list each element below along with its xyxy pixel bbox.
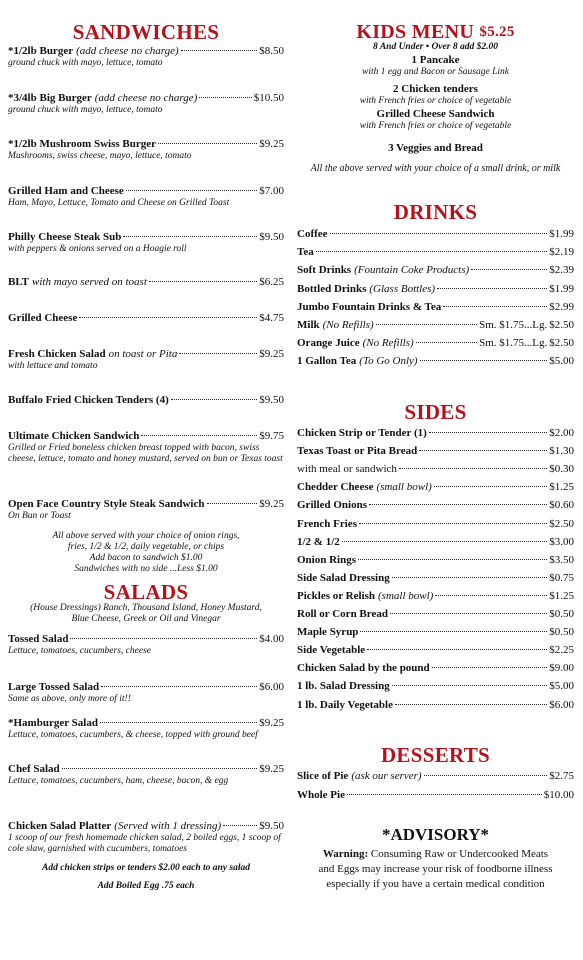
menu-item-row: [8, 394, 284, 407]
item-price: $9.00: [549, 662, 574, 675]
menu-item-row: [8, 430, 284, 443]
menu-item: [297, 608, 574, 621]
item-price: $5.00: [549, 680, 574, 693]
menu-item: [297, 246, 574, 259]
dot-leader: [420, 360, 548, 361]
item-name: *1/2lb Burger: [8, 45, 74, 57]
dot-leader: [432, 667, 548, 668]
menu-item: [8, 633, 284, 657]
item-note: with mayo served on toast: [32, 276, 147, 288]
item-price: $9.25: [259, 138, 284, 150]
item-name: Chicken Salad Platter: [8, 820, 112, 832]
menu-item-row: [297, 427, 574, 440]
item-price: $4.00: [259, 633, 284, 645]
sides-heading: SIDES: [404, 400, 467, 424]
menu-item: [297, 228, 574, 241]
item-description: ground chuck with mayo, lettuce, tomato: [8, 58, 163, 68]
item-description: with lettuce and tomato: [8, 361, 98, 371]
menu-item-row: [297, 662, 574, 675]
item-price: $6.25: [259, 276, 284, 288]
menu-item: [297, 355, 574, 368]
menu-item: [297, 283, 574, 296]
dot-leader: [126, 190, 257, 191]
item-name: Maple Syrup: [297, 626, 359, 639]
item-name: Roll or Corn Bread: [297, 608, 388, 620]
menu-item-row: [297, 789, 574, 802]
item-price: $0.50: [549, 626, 574, 639]
dot-leader: [367, 649, 547, 650]
kids-option: [297, 54, 574, 78]
menu-item-row: [297, 337, 574, 350]
item-name: Chicken Salad by the pound: [297, 662, 430, 675]
menu-item-row: [297, 626, 574, 639]
item-name: *3/4lb Big Burger: [8, 92, 92, 104]
dot-leader: [399, 468, 547, 469]
item-size-price: Sm. $1.75...Lg.: [479, 319, 548, 331]
item-description: Grilled or Fried boneless chicken breast topped with bacon, swiss cheese, lettuce, tomato and honey mustard, served on bun or Texas toast: [8, 443, 283, 464]
item-price: $1.99: [549, 228, 574, 240]
menu-item-row: [8, 231, 284, 244]
item-name: Coffee: [297, 228, 328, 240]
menu-item-row: [8, 717, 284, 730]
dot-leader: [437, 288, 547, 289]
dot-leader: [199, 97, 251, 98]
item-name: Buffalo Fried Chicken Tenders (4): [8, 394, 169, 406]
item-price: $10.00: [543, 789, 574, 801]
menu-item-row: [297, 445, 574, 458]
dressings-line: (House Dressings) Ranch, Thousand Island, Honey Mustard,: [30, 603, 262, 613]
dot-leader: [359, 523, 547, 524]
menu-item: [8, 231, 284, 255]
item-price: $1.25: [549, 589, 574, 602]
item-price: $2.50: [549, 337, 574, 350]
item-price: $1.25: [549, 481, 574, 494]
item-name: Grilled Cheese: [8, 312, 78, 324]
item-price: $9.50: [259, 231, 284, 243]
item-description: with peppers & onions served on a Hoagie roll: [8, 244, 187, 254]
dot-leader: [100, 722, 257, 723]
item-price: $3.50: [549, 553, 574, 566]
sandwiches-footer-line: Sandwiches with no side ...Less $1.00: [74, 564, 218, 574]
dot-leader: [369, 504, 547, 505]
item-description: ground chuck with mayo, lettuce, tomato: [8, 105, 163, 115]
item-name: *1/2lb Mushroom Swiss Burger: [8, 138, 157, 150]
item-name: Philly Cheese Steak Sub: [8, 231, 122, 243]
item-name: Jumbo Fountain Drinks & Tea: [297, 300, 442, 313]
dot-leader: [123, 236, 257, 237]
menu-item-row: [8, 276, 284, 289]
sandwiches-footer-line: fries, 1/2 & 1/2, daily vegetable, or chips: [67, 542, 225, 552]
menu-item: [297, 590, 574, 603]
dot-leader: [376, 324, 477, 325]
salads-heading: SALADS: [103, 580, 189, 604]
item-name: Side Salad Dressing: [297, 571, 390, 584]
menu-item: [297, 699, 574, 712]
dot-leader: [435, 595, 547, 596]
dot-leader: [330, 233, 548, 234]
menu-item-row: [8, 498, 284, 511]
advisory-heading: *ADVISORY*: [381, 825, 490, 844]
menu-item-row: [297, 770, 574, 783]
kids-option: [297, 83, 574, 107]
dot-leader: [158, 143, 257, 144]
item-price: $9.25: [259, 717, 284, 729]
item-description: Lettuce, tomatoes, cucumbers, cheese: [8, 646, 151, 656]
menu-item: [8, 312, 284, 325]
item-name: Open Face Country Style Steak Sandwich: [8, 498, 205, 510]
item-name: with meal or sandwich: [297, 463, 397, 476]
item-name: Chedder Cheese: [297, 481, 374, 494]
menu-item-row: [8, 45, 284, 58]
dot-leader: [390, 613, 547, 614]
item-name: Slice of Pie: [297, 770, 349, 782]
menu-item: [297, 680, 574, 693]
salad-addon-chicken: Add chicken strips or tenders $2.00 each to any salad: [42, 863, 250, 873]
dot-leader: [101, 686, 257, 687]
dot-leader: [179, 353, 257, 354]
dot-leader: [181, 50, 258, 51]
dot-leader: [70, 638, 257, 639]
item-note: (Glass Bottles): [369, 282, 436, 295]
salad-addon-egg: Add Boiled Egg .75 each: [97, 881, 195, 891]
dot-leader: [223, 825, 257, 826]
item-price: $2.00: [549, 427, 574, 439]
menu-item: [297, 319, 574, 332]
item-name: Ultimate Chicken Sandwich: [8, 430, 140, 442]
item-price: $9.75: [259, 430, 284, 442]
dot-leader: [392, 577, 548, 578]
sandwiches-footer: [8, 531, 284, 575]
advisory-line: and Eggs may increase your risk of foodborne illness: [318, 863, 553, 875]
menu-item: [8, 394, 284, 407]
item-name: Chicken Strip or Tender (1): [297, 427, 427, 439]
item-note: (Fountain Coke Products): [354, 264, 470, 277]
menu-item-row: [297, 608, 574, 621]
item-price: $9.25: [259, 348, 284, 360]
menu-item-row: [297, 590, 574, 603]
item-name: Fresh Chicken Salad: [8, 348, 106, 360]
dot-leader: [149, 281, 257, 282]
item-name: French Fries: [297, 517, 357, 530]
menu-item-row: [297, 264, 574, 277]
item-name: BLT: [8, 276, 30, 288]
item-price: $2.25: [549, 644, 574, 657]
item-name: 1 lb. Salad Dressing: [297, 680, 390, 693]
menu-item-row: [8, 681, 284, 694]
menu-item: [297, 518, 574, 531]
item-price: $1.99: [549, 282, 574, 295]
menu-item: [8, 92, 284, 116]
item-price: $2.75: [549, 770, 574, 782]
menu-item: [8, 185, 284, 209]
menu-item: [297, 481, 574, 494]
menu-item: [297, 770, 574, 783]
menu-item: [297, 463, 574, 476]
menu-item: [8, 45, 284, 69]
menu-item-row: [8, 820, 284, 833]
salad-dressings: [8, 603, 284, 625]
menu-item-row: [297, 554, 574, 567]
item-name: 1 Gallon Tea: [297, 355, 357, 368]
item-price: $2.19: [549, 246, 574, 259]
item-price: $9.50: [259, 394, 284, 406]
item-price: $3.00: [549, 535, 574, 548]
item-note: (small bowl): [376, 481, 432, 494]
item-name: Bottled Drinks: [297, 282, 367, 295]
dot-leader: [358, 559, 547, 560]
menu-item: [297, 337, 574, 350]
menu-item: [297, 626, 574, 639]
dot-leader: [62, 768, 258, 769]
kids-menu-heading: [297, 20, 574, 44]
menu-item-row: [297, 499, 574, 512]
dot-leader: [316, 251, 548, 252]
desserts-heading: DESSERTS: [380, 743, 491, 767]
kids-option-name: 1 Pancake: [411, 54, 460, 66]
item-name: Side Vegetable: [297, 644, 366, 657]
menu-item: [297, 499, 574, 512]
item-name: Milk: [297, 319, 320, 331]
dot-leader: [171, 399, 258, 400]
menu-item-row: [297, 301, 574, 314]
menu-item-row: [297, 572, 574, 585]
menu-item: [297, 264, 574, 277]
item-name: Pickles or Relish: [297, 589, 376, 602]
item-name: Orange Juice: [297, 337, 360, 350]
menu-item: [8, 430, 284, 464]
kids-option-desc: with 1 egg and Bacon or Sausage Link: [362, 67, 509, 77]
menu-item-row: [8, 312, 284, 325]
menu-item: [297, 445, 574, 458]
dot-leader: [429, 432, 547, 433]
item-note: on toast or Pita: [108, 348, 178, 360]
item-name: 1/2 & 1/2: [297, 535, 340, 548]
item-note: (add cheese no charge): [94, 92, 198, 104]
item-price: $10.50: [253, 92, 284, 104]
advisory-line: Consuming Raw or Undercooked Meats: [370, 848, 549, 860]
item-description: Same as above, only more of it!!: [8, 694, 131, 704]
item-price: $2.39: [549, 264, 574, 277]
item-price: $2.99: [549, 300, 574, 313]
item-price: $9.25: [259, 763, 284, 775]
menu-item: [8, 498, 284, 522]
advisory-text: [297, 847, 574, 892]
advisory-line: especially if you have a certain medical condition: [326, 878, 545, 890]
menu-item: [8, 681, 284, 705]
item-note: (No Refills): [362, 337, 414, 350]
kids-option-desc: with French fries or choice of vegetable: [359, 96, 512, 106]
item-price: $6.00: [549, 698, 574, 711]
item-note: (Served with 1 dressing): [114, 820, 222, 832]
advisory-label: Warning:: [322, 848, 369, 860]
kids-option-name: 3 Veggies and Bread: [388, 142, 483, 154]
dot-leader: [395, 704, 547, 705]
menu-item: [8, 763, 284, 787]
dot-leader: [419, 450, 547, 451]
item-name: 1 lb. Daily Vegetable: [297, 698, 393, 711]
menu-item-row: [297, 518, 574, 531]
menu-item-row: [297, 481, 574, 494]
dot-leader: [424, 775, 548, 776]
drinks-heading: DRINKS: [393, 200, 478, 224]
item-name: Grilled Ham and Cheese: [8, 185, 124, 197]
item-price: $7.00: [259, 185, 284, 197]
kids-option: [297, 108, 574, 132]
menu-item-row: [297, 644, 574, 657]
item-price: $0.50: [549, 608, 574, 620]
item-description: Ham, Mayo, Lettuce, Tomato and Cheese on Grilled Toast: [8, 198, 230, 208]
item-name: Onion Rings: [297, 553, 356, 566]
item-price: $0.30: [549, 463, 574, 476]
menu-item-row: [8, 763, 284, 776]
item-description: Lettuce, tomatoes, cucumbers, & cheese, topped with ground beef: [8, 730, 258, 740]
menu-item-row: [8, 92, 284, 105]
dot-leader: [347, 794, 542, 795]
menu-item-row: [297, 246, 574, 259]
dot-leader: [443, 306, 547, 307]
item-note: (To Go Only): [359, 355, 418, 368]
item-price: $5.00: [549, 355, 574, 368]
dot-leader: [434, 486, 547, 487]
item-price: $9.25: [259, 498, 284, 510]
item-price: $6.00: [259, 681, 284, 693]
menu-item-row: [8, 138, 284, 151]
sandwiches-heading: SANDWICHES: [72, 20, 220, 44]
kids-menu-price: $5.25: [479, 24, 515, 40]
menu-item: [8, 820, 284, 854]
item-name: Texas Toast or Pita Bread: [297, 445, 418, 458]
menu-item: [297, 301, 574, 314]
menu-item: [297, 789, 574, 802]
item-price: $1.30: [549, 445, 574, 458]
menu-item-row: [297, 699, 574, 712]
menu-item-row: [297, 228, 574, 241]
dot-leader: [360, 631, 547, 632]
item-note: (add cheese no charge): [76, 45, 179, 57]
item-note: (No Refills): [322, 319, 374, 331]
menu-item-row: [8, 348, 284, 361]
kids-subtitle: 8 And Under • Over 8 add $2.00: [373, 42, 498, 52]
menu-item: [297, 644, 574, 657]
item-price: $0.75: [549, 571, 574, 584]
kids-option-name: Grilled Cheese Sandwich: [376, 108, 495, 120]
menu-item: [297, 572, 574, 585]
item-name: *Hamburger Salad: [8, 717, 98, 729]
menu-item-row: [8, 185, 284, 198]
menu-item-row: [297, 463, 574, 476]
menu-item-row: [297, 536, 574, 549]
dressings-line: Blue Cheese, Greek or Oil and Vinegar: [71, 614, 221, 624]
item-name: Large Tossed Salad: [8, 681, 100, 693]
kids-option-name: 2 Chicken tenders: [393, 83, 478, 95]
item-description: Mushrooms, swiss cheese, mayo, lettuce, tomato: [8, 151, 192, 161]
item-name: Tea: [297, 246, 314, 259]
item-price: $9.50: [259, 820, 284, 832]
dot-leader: [207, 503, 258, 504]
menu-item: [8, 348, 284, 372]
kids-option-desc: with French fries or choice of vegetable: [359, 121, 512, 131]
item-name: Grilled Onions: [297, 499, 367, 512]
sandwiches-footer-line: Add bacon to sandwich $1.00: [89, 553, 203, 563]
menu-item: [297, 536, 574, 549]
menu-item-row: [8, 633, 284, 646]
item-description: Lettuce, tomatoes, cucumbers, ham, cheese, bacon, & egg: [8, 776, 229, 786]
item-price: $8.50: [259, 45, 284, 57]
item-name: Chef Salad: [8, 763, 60, 775]
item-note: (small bowl): [378, 589, 434, 602]
kids-footer: All the above served with your choice of a small drink, or milk: [310, 163, 561, 174]
item-price: $4.75: [259, 312, 284, 324]
dot-leader: [141, 435, 257, 436]
item-price: $0.60: [549, 499, 574, 512]
item-name: Whole Pie: [297, 789, 345, 801]
item-note: (ask our server): [351, 770, 422, 782]
item-description: 1 scoop of our fresh homemade chicken salad, 2 boiled eggs, 1 scoop of cole slaw, garnished with cucumbers, tomatoes: [8, 833, 281, 854]
menu-item-row: [297, 680, 574, 693]
menu-item: [297, 662, 574, 675]
menu-item: [8, 717, 284, 741]
dot-leader: [79, 317, 257, 318]
dot-leader: [392, 685, 548, 686]
dot-leader: [416, 342, 477, 343]
sandwiches-footer-line: All above served with your choice of onion rings,: [52, 531, 240, 541]
menu-item: [297, 554, 574, 567]
item-description: On Bun or Toast: [8, 511, 71, 521]
menu-item: [8, 276, 284, 289]
item-size-price: Sm. $1.75...Lg.: [479, 337, 548, 350]
menu-item: [8, 138, 284, 162]
item-price: $2.50: [549, 517, 574, 530]
item-name: Tossed Salad: [8, 633, 69, 645]
menu-item-row: [297, 355, 574, 368]
menu-item-row: [297, 319, 574, 332]
item-price: $2.50: [549, 319, 574, 331]
item-name: Soft Drinks: [297, 264, 352, 277]
dot-leader: [471, 269, 547, 270]
dot-leader: [342, 541, 547, 542]
menu-item-row: [297, 283, 574, 296]
menu-item: [297, 427, 574, 440]
kids-menu-title: KIDS MENU: [356, 21, 475, 43]
